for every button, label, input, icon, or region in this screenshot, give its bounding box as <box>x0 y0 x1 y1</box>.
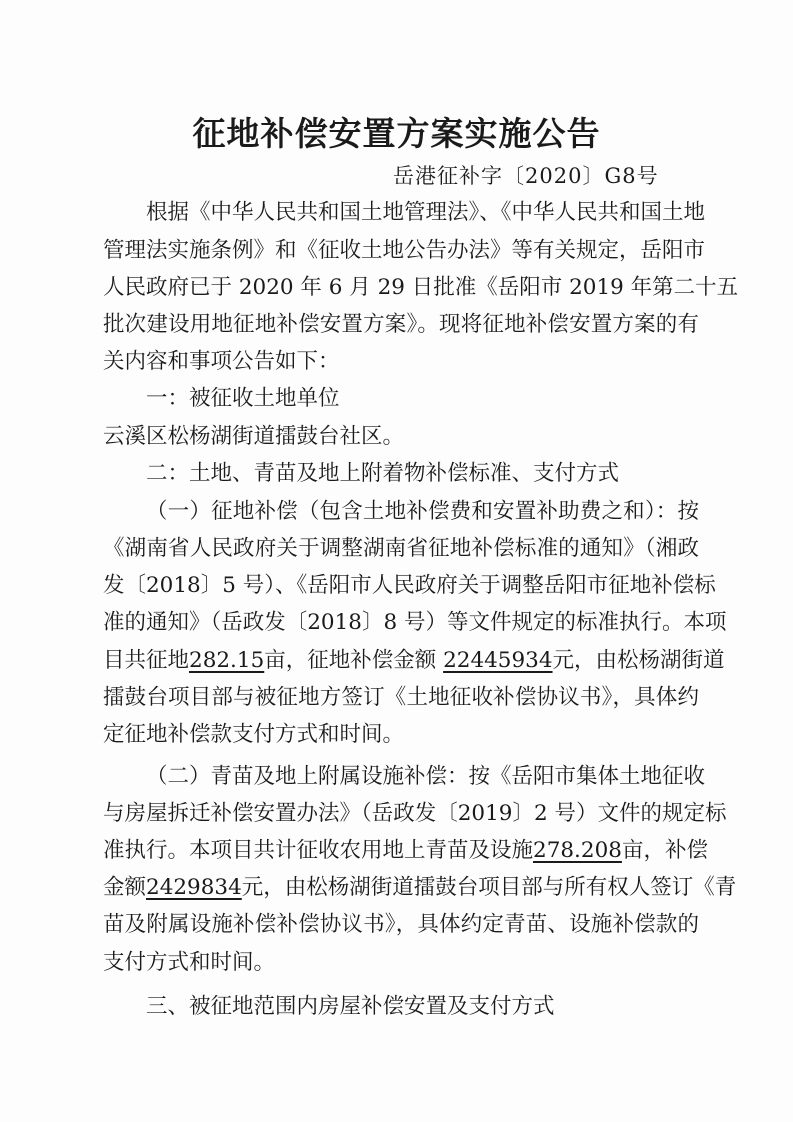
text-segment: 元，由松杨湖街道 <box>552 648 725 673</box>
document-number: 岳港征补字〔2020〕G8号 <box>393 164 659 188</box>
text-segment: 《湖南省人民政府关于调整湖南省征地补偿标准的通知》（湘政 <box>103 536 699 561</box>
text-segment: 定征地补偿款支付方式和时间。 <box>103 722 405 747</box>
text-line <box>103 948 699 978</box>
text-line <box>103 534 699 564</box>
filled-value: 22445934 <box>443 648 553 673</box>
text-line <box>103 873 737 903</box>
text-line <box>103 273 739 303</box>
text-line <box>103 347 699 377</box>
filled-value: 282.15 <box>189 648 265 673</box>
text-line <box>146 992 742 1022</box>
text-line <box>103 608 727 638</box>
text-line <box>103 683 699 713</box>
text-segment: 云溪区松杨湖街道擂鼓台社区。 <box>103 424 405 449</box>
text-line <box>146 198 706 228</box>
text-segment: 与房屋拆迁补偿安置办法》（岳政发〔2019〕2 号）文件的规定标 <box>103 801 727 826</box>
text-segment: 擂鼓台项目部与被征地方签订《土地征收补偿协议书》，具体约 <box>103 685 699 710</box>
text-line <box>146 384 742 414</box>
text-line <box>103 422 699 452</box>
text-segment: （一）征地补偿（包含土地补偿费和安置补助费之和）：按 <box>146 499 699 524</box>
filled-value: 2429834 <box>146 875 242 900</box>
filled-value: 278.208 <box>533 838 622 863</box>
text-line <box>103 571 716 601</box>
text-segment: 苗及附属设施补偿补偿协议书》，具体约定青苗、设施补偿款的 <box>103 912 699 937</box>
text-line <box>103 310 699 340</box>
text-segment: 人民政府已于 2020 年 6 月 29 日批准《岳阳市 2019 年第二十五 <box>103 275 739 300</box>
text-segment: 支付方式和时间。 <box>103 950 276 975</box>
text-segment: 三、被征地范围内房屋补偿安置及支付方式 <box>146 994 555 1019</box>
text-segment: 批次建设用地征地补偿安置方案》。现将征地补偿安置方案的有 <box>103 312 699 337</box>
text-segment: 管理法实施条例》和《征收土地公告办法》等有关规定，岳阳市 <box>103 238 706 263</box>
text-line <box>146 459 742 489</box>
text-segment: 根据《中华人民共和国土地管理法》、《中华人民共和国土地 <box>146 200 706 225</box>
text-segment: 金额 <box>103 875 147 900</box>
text-segment: 准执行。本项目共计征收农用地上青苗及设施 <box>103 838 534 863</box>
text-line <box>103 799 727 829</box>
page-title: 征地补偿安置方案实施公告 <box>192 114 601 153</box>
text-segment: （二）青苗及地上附属设施补偿：按《岳阳市集体土地征收 <box>146 764 706 789</box>
text-segment: 关内容和事项公告如下： <box>103 349 340 374</box>
text-segment: 发〔2018〕5 号）、《岳阳市人民政府关于调整岳阳市征地补偿标 <box>103 573 716 598</box>
text-line <box>103 720 699 750</box>
text-segment: 准的通知》（岳政发〔2018〕8 号）等文件规定的标准执行。本项 <box>103 610 727 635</box>
text-line <box>103 236 706 266</box>
text-line <box>146 762 706 792</box>
text-line <box>103 646 725 676</box>
text-line <box>146 497 699 527</box>
text-line <box>103 836 708 866</box>
text-line <box>103 910 699 940</box>
text-segment: 元，由松杨湖街道擂鼓台项目部与所有权人签订《青 <box>241 875 737 900</box>
text-segment: 目共征地 <box>103 648 190 673</box>
text-segment: 亩，补偿 <box>621 838 708 863</box>
text-segment: 二：土地、青苗及地上附着物补偿标准、支付方式 <box>146 461 620 486</box>
text-segment: 一：被征收土地单位 <box>146 386 340 411</box>
text-segment: 亩，征地补偿金额 <box>264 648 444 673</box>
